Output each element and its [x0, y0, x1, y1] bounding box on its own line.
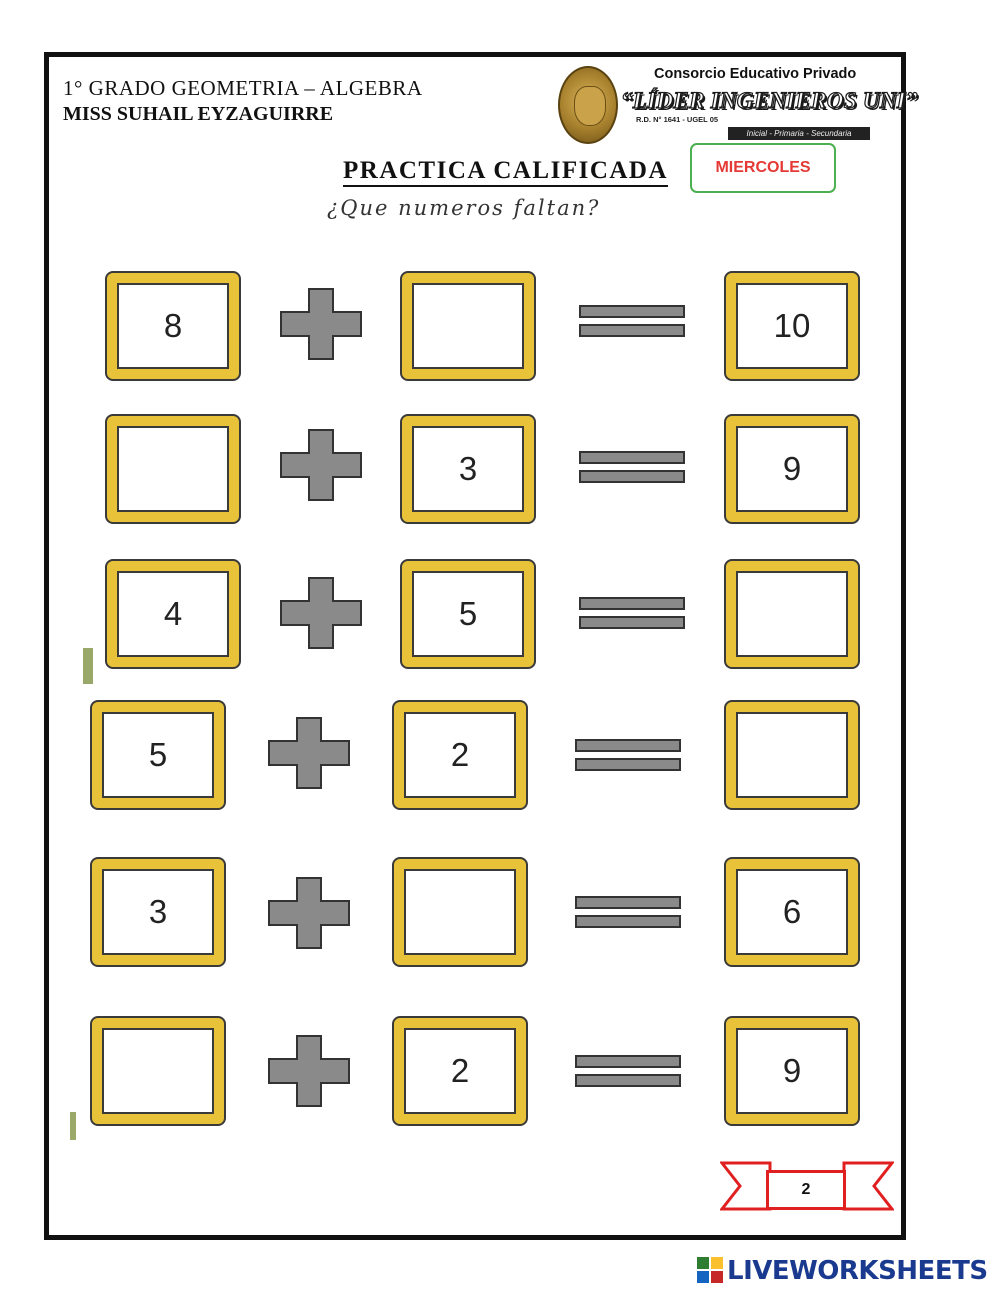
- result-value: 10: [773, 307, 811, 344]
- addend-a-box[interactable]: [92, 1018, 224, 1124]
- addend-b-box[interactable]: [394, 859, 526, 965]
- school-levels: Inicial - Primaria - Secundaria: [728, 127, 870, 140]
- addend-b-box[interactable]: [402, 416, 534, 522]
- result-box[interactable]: [726, 859, 858, 965]
- school-consortium: Consorcio Educativo Privado: [654, 66, 857, 82]
- grade-subject-heading: 1° GRADO GEOMETRIA – ALGEBRA: [63, 76, 423, 100]
- equals-icon: [579, 451, 685, 491]
- addend-a-value: 8: [163, 307, 183, 344]
- equals-icon: [575, 1055, 681, 1095]
- result-box[interactable]: [726, 561, 858, 667]
- result-box[interactable]: [726, 273, 858, 379]
- addend-a-value: 4: [163, 595, 183, 632]
- addend-b-box[interactable]: [394, 1018, 526, 1124]
- liveworksheets-logo[interactable]: [697, 1255, 988, 1287]
- result-value: [736, 712, 848, 798]
- equals-icon: [575, 739, 681, 779]
- equals-icon: [579, 597, 685, 637]
- addend-a-value: 5: [148, 736, 168, 773]
- addend-a-box[interactable]: [107, 416, 239, 522]
- plus-icon: [279, 428, 363, 502]
- plus-icon: [279, 287, 363, 361]
- school-resolution: R.D. N° 1641 - UGEL 05: [636, 115, 719, 124]
- plus-icon: [267, 1034, 351, 1108]
- plus-icon: [267, 716, 351, 790]
- school-seal-logo: [558, 66, 618, 144]
- teacher-name: MISS SUHAIL EYZAGUIRRE: [63, 103, 334, 125]
- addend-b-value: 2: [450, 736, 470, 773]
- addend-b-value: [412, 283, 524, 369]
- decoration: [70, 1112, 76, 1140]
- page-number: 2: [766, 1170, 846, 1210]
- day-badge: MIERCOLES: [690, 143, 836, 193]
- addend-b-box[interactable]: [402, 273, 534, 379]
- result-value: [736, 571, 848, 657]
- plus-icon: [267, 876, 351, 950]
- result-box[interactable]: [726, 702, 858, 808]
- result-box[interactable]: [726, 416, 858, 522]
- page-title: PRACTICA CALIFICADA: [343, 157, 668, 187]
- addend-a-box[interactable]: [107, 561, 239, 667]
- addend-b-value: [404, 869, 516, 955]
- addend-b-value: 3: [458, 450, 478, 487]
- addend-a-box[interactable]: [92, 702, 224, 808]
- addend-b-box[interactable]: [394, 702, 526, 808]
- instructions: ¿Que numeros faltan?: [327, 196, 601, 220]
- equals-icon: [575, 896, 681, 936]
- school-name-logo: “LÍDER INGENIEROS UNI”: [621, 88, 918, 113]
- decoration: [83, 648, 93, 684]
- addend-b-value: 5: [458, 595, 478, 632]
- addend-a-value: 3: [148, 893, 168, 930]
- result-value: 6: [782, 893, 802, 930]
- brand-mark-icon: [697, 1257, 725, 1285]
- result-box[interactable]: [726, 1018, 858, 1124]
- brand-name: LIVEWORKSHEETS: [727, 1256, 988, 1286]
- addend-a-box[interactable]: [107, 273, 239, 379]
- addend-b-value: 2: [450, 1052, 470, 1089]
- result-value: 9: [782, 1052, 802, 1089]
- addend-a-value: [102, 1028, 214, 1114]
- result-value: 9: [782, 450, 802, 487]
- plus-icon: [279, 576, 363, 650]
- equals-icon: [579, 305, 685, 345]
- addend-a-value: [117, 426, 229, 512]
- addend-a-box[interactable]: [92, 859, 224, 965]
- addend-b-box[interactable]: [402, 561, 534, 667]
